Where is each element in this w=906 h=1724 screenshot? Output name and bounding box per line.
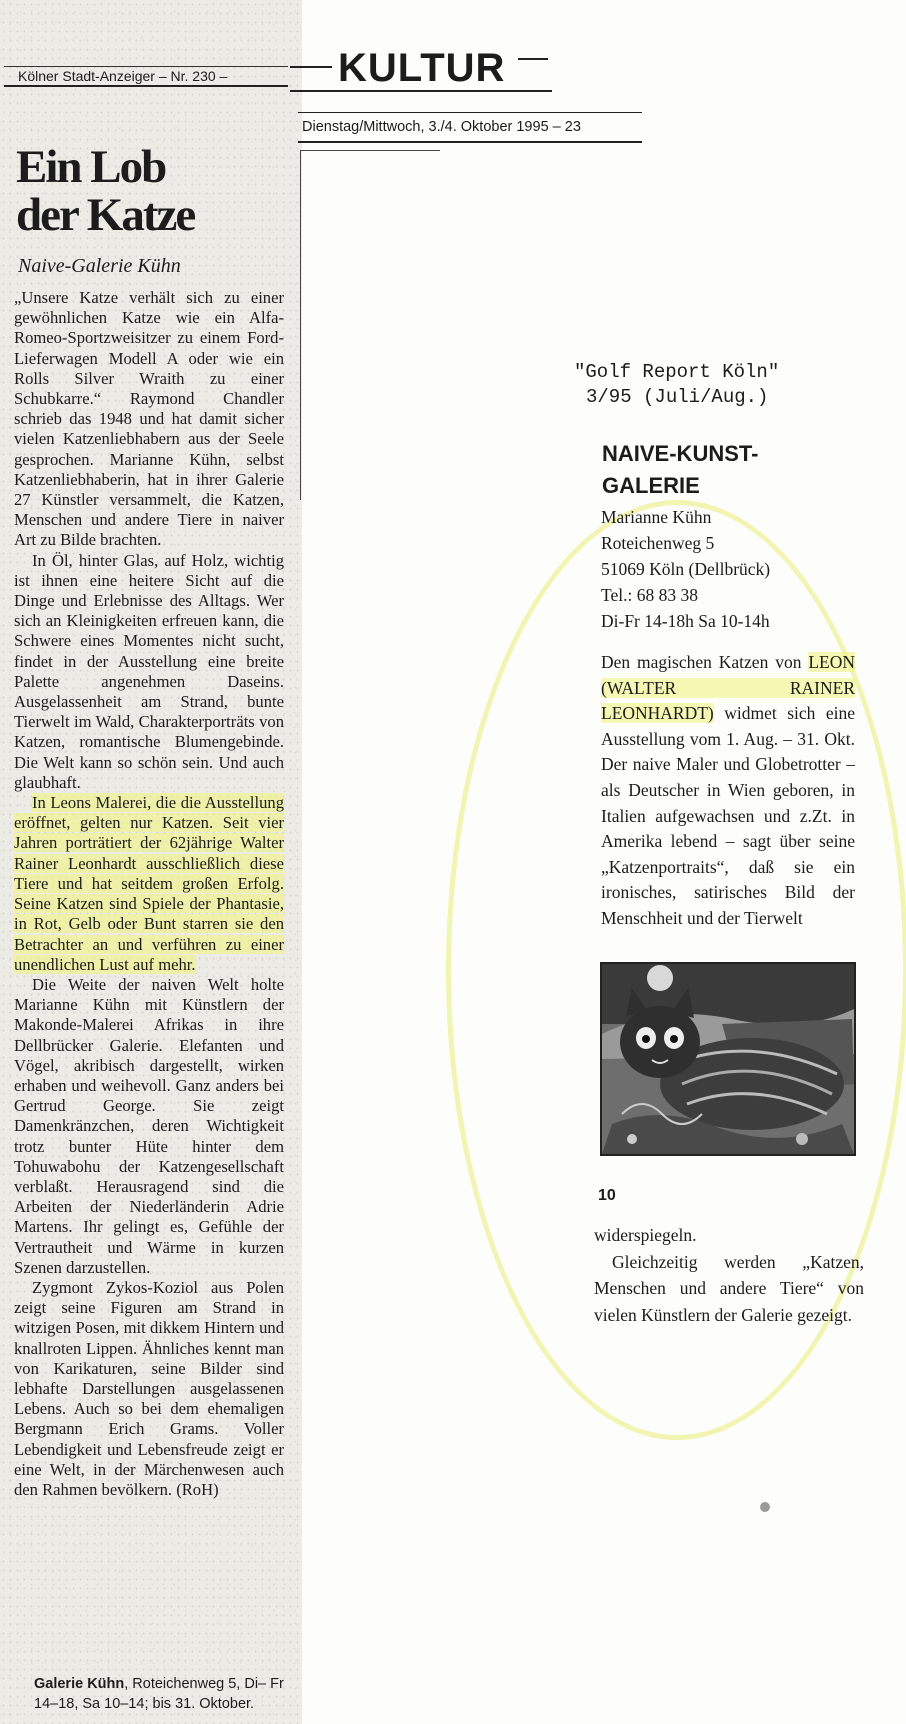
- newspaper-masthead: Kölner Stadt-Anzeiger – Nr. 230 –: [4, 66, 288, 87]
- article-paragraph: Die Weite der naiven Welt holte Marianne Kühn mit Künstlern der Makonde-Malerei Afrikas in ihre Dellbrücker Galerie. Elefanten und Vögel, akribisch dargestellt, wirken erhaben und weihevoll. Ganz anders bei Gertrud George. Sie zeigt Damenkränzchen, deren Wichtigkeit trotz bunter Hüte hinter dem Tohuwabohu der Katzengesellschaft verblaßt. Herausragend sind die Arbeiten der Niederländerin Adrie Martens. Ihr gelingt es, Gefühle der Vertrautheit und Wärme in kurzen Szenen darzustellen.: [14, 974, 284, 1277]
- rule: [290, 90, 552, 92]
- dateline: Dienstag/Mittwoch, 3./4. Oktober 1995 – 23: [298, 112, 642, 143]
- gallery-title-line-2: GALERIE: [602, 473, 700, 498]
- article-paragraph: Zygmont Zykos-Koziol aus Polen zeigt seine Figuren am Strand in witzigen Posen, mit dikkem Hintern und knallroten Lippen. Ähnliches kennt man von Karikaturen, seine Bilder sind lebhafte Darstellungen ausgelassenen Lebens. Auch so bei dem ehemaligen Bergmann Erich Grams. Voller Lebendigkeit und Lebensfreude zeigt er eine Welt, in der Märchenwesen auch den Rahmen bevölkern. (RoH): [14, 1277, 284, 1499]
- article-body: [14, 288, 284, 1500]
- newspaper-clipping: [0, 0, 302, 1724]
- cat-painting-illustration: [602, 964, 854, 1154]
- article-paragraph: In Öl, hinter Glas, auf Holz, wichtig ist ihnen eine heitere Sicht auf die Dinge und Erlebnisse des Alltags. Wer sich an Kleinigkeiten erfreuen kann, die Schwere eines Momentes nicht sucht, findet in der Ausstellung eine breite Palette angenehmen Daseins. Ausgelassenheit am Strand, bunte Tierwelt im Wald, Charakterporträts von Katzen, romantische Blumengebinde. Die Welt kann so schön sein. Und auch glaubhaft.: [14, 550, 284, 792]
- gallery-title-line-1: NAIVE-KUNST-: [602, 441, 759, 466]
- article-paragraph: „Unsere Katze verhält sich zu einer gewöhnlichen Katze wie ein Alfa-Romeo-Sportzweisitzer zu einem Ford-Lieferwagen Modell A oder wie ein Rolls Silver Wraith zu einer Schubkarre.“ Raymond Chandler schrieb das 1948 und hat damit sicher vielen Katzenliebhabern aus der Seele gesprochen. Marianne Kühn, selbst Katzenliebhaberin, hat in ihrer Galerie 27 Künstler versammelt, die Katzen, Menschen und andere Tiere in naiver Art zu Bilde brachten.: [14, 288, 284, 550]
- ink-smudge: [760, 1502, 770, 1512]
- source-line-2: 3/95 (Juli/Aug.): [586, 386, 769, 408]
- highlighted-artist-name: LEON (WALTER RAINER LEONHARDT): [601, 652, 855, 724]
- column-rule: [300, 150, 301, 500]
- continued-text: widerspiegeln.: [594, 1225, 697, 1245]
- headline-line-1: Ein Lob: [16, 141, 166, 193]
- headline-line-2: der Katze: [16, 189, 195, 241]
- gallery-article-continued: [594, 1222, 864, 1328]
- footer-gallery-details: , Roteichenweg 5, Di– Fr 14–18, Sa 10–14; bis 31. Oktober.: [34, 1676, 284, 1712]
- column-rule: [300, 150, 440, 151]
- address-line: Marianne Kühn: [601, 507, 712, 527]
- address-line: Roteichenweg 5: [601, 533, 715, 553]
- gallery-article: [601, 650, 855, 932]
- article-headline: [16, 143, 286, 239]
- gallery-address: [601, 504, 770, 634]
- gallery-text: widmet sich eine Ausstellung vom 1. Aug. – 31. Okt. Der naive Maler und Globetrotter – als Deutscher in Wien geboren, in Italien aufgewachsen und z.Zt. in Amerika lebend – sagt über seine „Katzenportraits“, daß sie ein ironisches, satirisches Bild der Menschheit und der Tierwelt: [601, 703, 855, 928]
- article-paragraph-highlighted: [14, 793, 284, 975]
- cat-painting-image: [600, 962, 856, 1156]
- gallery-title: [602, 438, 758, 502]
- article-subhead: Naive-Galerie Kühn: [18, 255, 181, 277]
- address-line: Tel.: 68 83 38: [601, 585, 698, 605]
- address-line: Di-Fr 14-18h Sa 10-14h: [601, 611, 770, 631]
- section-title: KULTUR: [338, 46, 506, 90]
- rule: [518, 58, 548, 60]
- gallery-info-footer: [34, 1674, 296, 1714]
- page-number: 10: [598, 1187, 616, 1204]
- gallery-text: Den magischen Katzen von: [601, 652, 809, 672]
- address-line: 51069 Köln (Dellbrück): [601, 559, 771, 579]
- gallery-paragraph: Gleichzeitig werden „Katzen, Menschen und andere Tiere“ von vielen Künstlern der Galerie gezeigt.: [594, 1251, 864, 1325]
- source-line-1: "Golf Report Köln": [574, 361, 780, 383]
- highlighted-text: In Leons Malerei, die die Ausstellung eröffnet, gelten nur Katzen. Seit vier Jahren porträtiert der 62jährige Walter Rainer Leonhardt ausschließlich diese Tiere und hat seitdem großen Erfolg. Seine Katzen sind Spiele der Phantasie, in Rot, Gelb oder Bunt starren sie den Betrachter an und verführen zu einer unendlichen Lust auf mehr.: [14, 793, 284, 974]
- rule: [290, 66, 332, 68]
- footer-gallery-name: Galerie Kühn: [34, 1676, 125, 1692]
- handwritten-source-note: [574, 360, 779, 410]
